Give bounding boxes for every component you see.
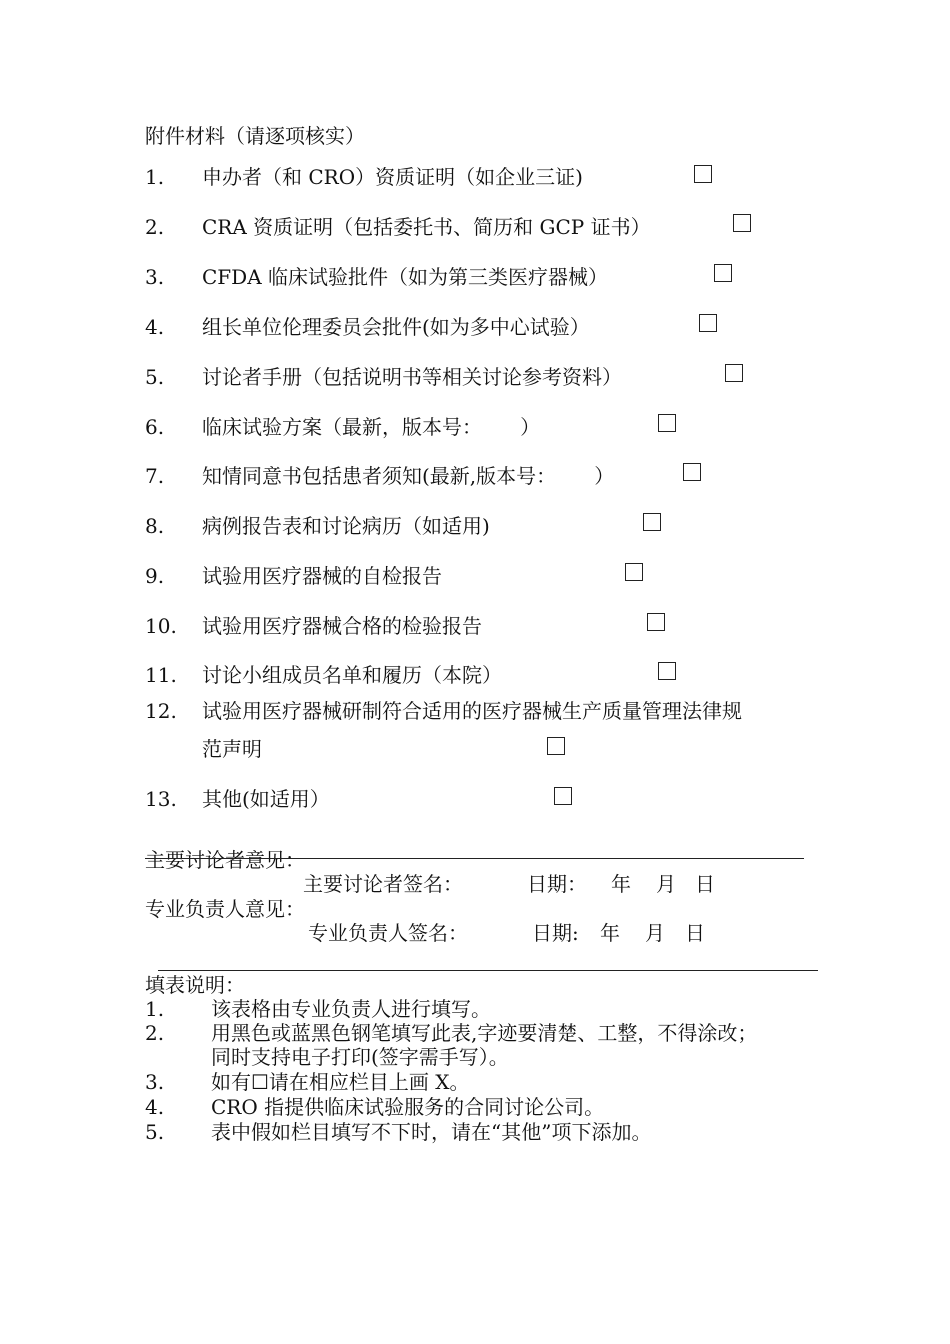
instruction-number: 3. (145, 1070, 165, 1094)
section-heading: 附件材料（请逐项核实） (145, 124, 365, 148)
item-checkbox[interactable] (725, 364, 743, 382)
main-reviewer-opinion-line (145, 858, 804, 859)
item-checkbox[interactable] (683, 463, 701, 481)
item-label: 病例报告表和讨论病历（如适用) (202, 514, 490, 538)
item-number: 5. (145, 365, 165, 389)
professional-year-label: 年 (600, 921, 620, 945)
instruction-text-continued: 同时支持电子打印(签字需手写）。 (211, 1045, 509, 1069)
item-checkbox[interactable] (547, 737, 565, 755)
professional-opinion-label: 专业负责人意见： (145, 897, 305, 921)
main-month-label: 月 (656, 872, 676, 896)
item-label: 试验用医疗器械的自检报告 (202, 564, 442, 588)
item-label: 申办者（和 CRO）资质证明（如企业三证) (202, 165, 583, 189)
item-checkbox[interactable] (714, 264, 732, 282)
professional-signature-label: 专业负责人签名： (308, 921, 468, 945)
main-year-label: 年 (611, 872, 631, 896)
instruction-text: CRO 指提供临床试验服务的合同讨论公司。 (211, 1095, 605, 1119)
item-label: 试验用医疗器械研制符合适用的医疗器械生产质量管理法律规 (202, 699, 742, 723)
item-checkbox[interactable] (733, 214, 751, 232)
instruction-number: 5. (145, 1120, 165, 1144)
instruction-text: 用黑色或蓝黑色钢笔填写此表,字迹要清楚、工整，不得涂改； (211, 1021, 758, 1045)
item-label: CRA 资质证明（包括委托书、简历和 GCP 证书） (202, 215, 651, 239)
instruction-number: 4. (145, 1095, 165, 1119)
main-day-label: 日 (695, 872, 715, 896)
item-label: 知情同意书包括患者须知(最新,版本号： ） (202, 464, 615, 488)
item-label: 试验用医疗器械合格的检验报告 (202, 614, 482, 638)
item-number: 3. (145, 265, 165, 289)
item-label: 临床试验方案（最新，版本号： ） (202, 415, 541, 439)
item-number: 12. (145, 699, 177, 723)
professional-day-label: 日 (685, 921, 705, 945)
main-reviewer-opinion-label: 主要讨论者意见： (145, 848, 305, 872)
item-label: CFDA 临床试验批件（如为第三类医疗器械） (202, 265, 609, 289)
item-number: 9. (145, 564, 165, 588)
item-number: 1. (145, 165, 165, 189)
item-number: 10. (145, 614, 177, 638)
main-reviewer-signature-label: 主要讨论者签名： (303, 872, 463, 896)
instruction-text: 表中假如栏目填写不下时，请在“其他”项下添加。 (211, 1120, 652, 1144)
item-number: 6. (145, 415, 165, 439)
item-checkbox[interactable] (694, 165, 712, 183)
professional-month-label: 月 (645, 921, 665, 945)
item-checkbox[interactable] (554, 787, 572, 805)
item-checkbox[interactable] (643, 513, 661, 531)
item-number: 4. (145, 315, 165, 339)
item-checkbox[interactable] (625, 563, 643, 581)
instructions-title: 填表说明： (145, 973, 245, 997)
professional-opinion-line (158, 970, 818, 971)
main-date-label: 日期： (527, 872, 587, 896)
item-number: 13. (145, 787, 177, 811)
item-label-continued: 范声明 (202, 737, 262, 761)
item-label: 其他(如适用） (202, 787, 330, 811)
item-number: 11. (145, 663, 177, 687)
item-label: 讨论小组成员名单和履历（本院） (202, 663, 502, 687)
item-label: 组长单位伦理委员会批件(如为多中心试验） (202, 315, 590, 339)
instruction-number: 2. (145, 1021, 165, 1045)
item-checkbox[interactable] (658, 414, 676, 432)
item-number: 8. (145, 514, 165, 538)
instruction-text: 如有☐请在相应栏目上画 X。 (211, 1070, 470, 1094)
item-label: 讨论者手册（包括说明书等相关讨论参考资料） (202, 365, 622, 389)
item-number: 2. (145, 215, 165, 239)
item-checkbox[interactable] (699, 314, 717, 332)
item-checkbox[interactable] (647, 613, 665, 631)
item-number: 7. (145, 464, 165, 488)
instruction-text: 该表格由专业负责人进行填写。 (211, 997, 491, 1021)
item-checkbox[interactable] (658, 662, 676, 680)
instruction-number: 1. (145, 997, 165, 1021)
professional-date-label: 日期: (532, 921, 579, 945)
